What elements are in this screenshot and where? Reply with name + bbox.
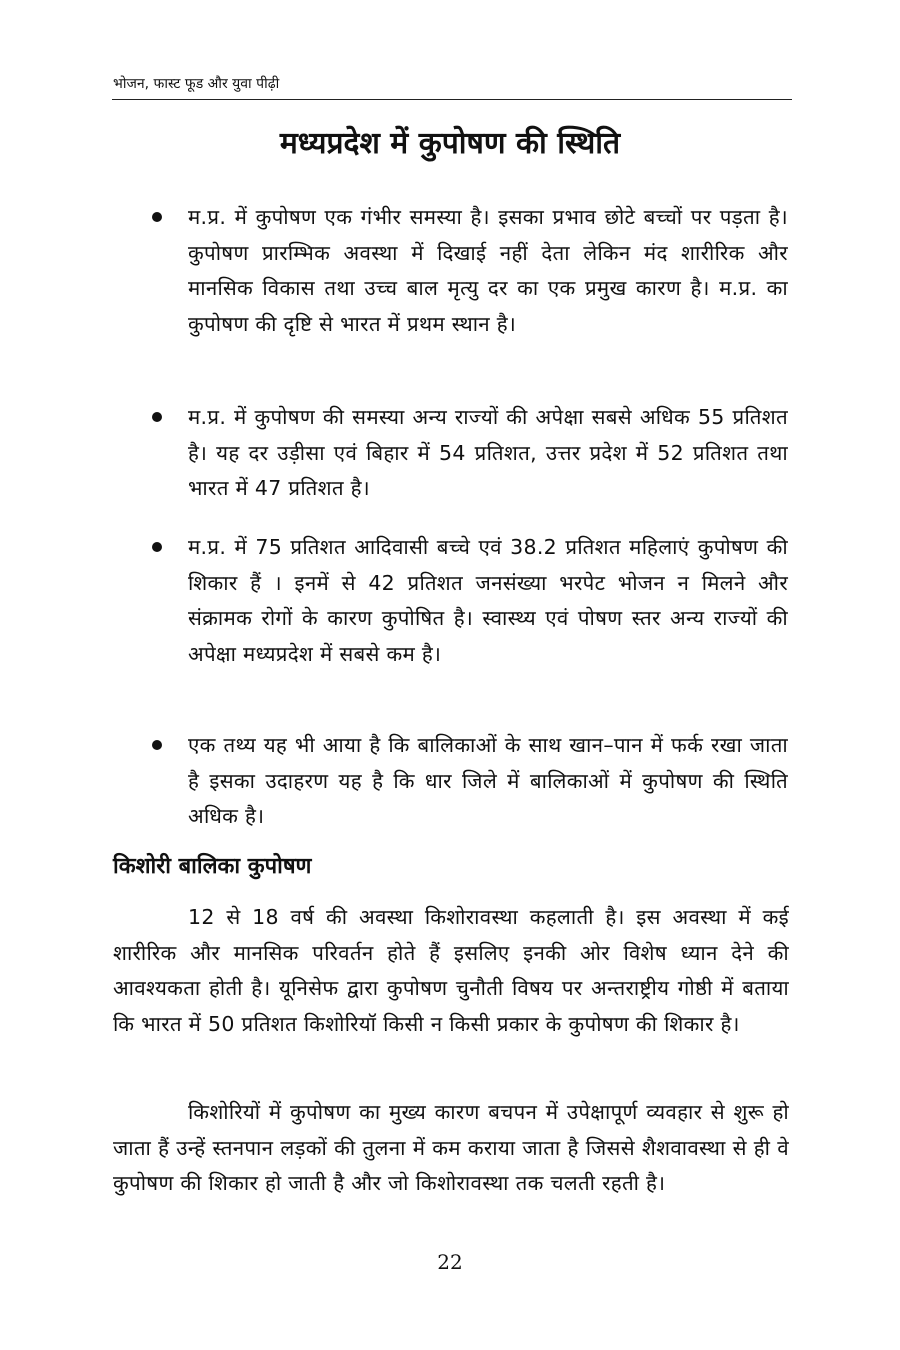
bullet-icon [152, 542, 162, 552]
header-divider [112, 99, 792, 100]
bullet-icon [152, 412, 162, 422]
bullet-icon [152, 740, 162, 750]
bullet-item [188, 200, 788, 342]
page-title: मध्यप्रदेश में कुपोषण की स्थिति [279, 126, 621, 161]
bullet-icon [152, 212, 162, 222]
section-heading: किशोरी बालिका कुपोषण [113, 854, 312, 879]
bullet-item [188, 530, 788, 672]
running-header: भोजन, फास्ट फूड और युवा पीढ़ी [113, 76, 280, 92]
bullet-text: म.प्र. में कुपोषण एक गंभीर समस्या है। इसका प्रभाव छोटे बच्चों पर पड़ता है। कुपोषण प्रारम्भिक अवस्था में दिखाई नहीं देता लेकिन मंद शारीरिक और मानसिक विकास तथा उच्च बाल मृत्यु दर का एक प्रमुख कारण है। म.प्र. का कुपोषण की दृष्टि से भारत में प्रथम स्थान है। [188, 205, 788, 336]
bullet-text: म.प्र. में कुपोषण की समस्या अन्य राज्यों की अपेक्षा सबसे अधिक 55 प्रतिशत है। यह दर उड़ीसा एवं बिहार में 54 प्रतिशत, उत्तर प्रदेश में 52 प्रतिशत तथा भारत में 47 प्रतिशत है। [188, 405, 788, 500]
page-number: 22 [437, 1250, 463, 1274]
body-paragraph: 12 से 18 वर्ष की अवस्था किशोरावस्था कहलाती है। इस अवस्था में कई शारीरिक और मानसिक परिवर्तन होते हैं इसलिए इनकी ओर विशेष ध्यान देने की आवश्यकता होती है। यूनिसेफ द्वारा कुपोषण चुनौती विषय पर अन्तराष्ट्रीय गोष्ठी में बताया कि भारत में 50 प्रतिशत किशोरियॉ किसी न किसी प्रकार के कुपोषण की शिकार है। [113, 905, 789, 1036]
body-paragraph: किशोरियों में कुपोषण का मुख्य कारण बचपन में उपेक्षापूर्ण व्यवहार से शुरू हो जाता हैं उन्हें स्तनपान लड़कों की तुलना में कम कराया जाता है जिससे शैशवावस्था से ही वे कुपोषण की शिकार हो जाती है और जो किशोरावस्था तक चलती रहती है। [113, 1100, 789, 1195]
bullet-item [188, 728, 788, 835]
bullet-text: म.प्र. में 75 प्रतिशत आदिवासी बच्चे एवं 38.2 प्रतिशत महिलाएं कुपोषण की शिकार हैं । इनमें से 42 प्रतिशत जनसंख्या भरपेट भोजन न मिलने और संक्रामक रोगों के कारण कुपोषित है। स्वास्थ्य एवं पोषण स्तर अन्य राज्यों की अपेक्षा मध्यप्रदेश में सबसे कम है। [188, 535, 788, 666]
bullet-text: एक तथ्य यह भी आया है कि बालिकाओं के साथ खान–पान में फर्क रखा जाता है इसका उदाहरण यह है कि धार जिले में बालिकाओं में कुपोषण की स्थिति अधिक है। [188, 733, 788, 828]
bullet-item [188, 400, 788, 507]
